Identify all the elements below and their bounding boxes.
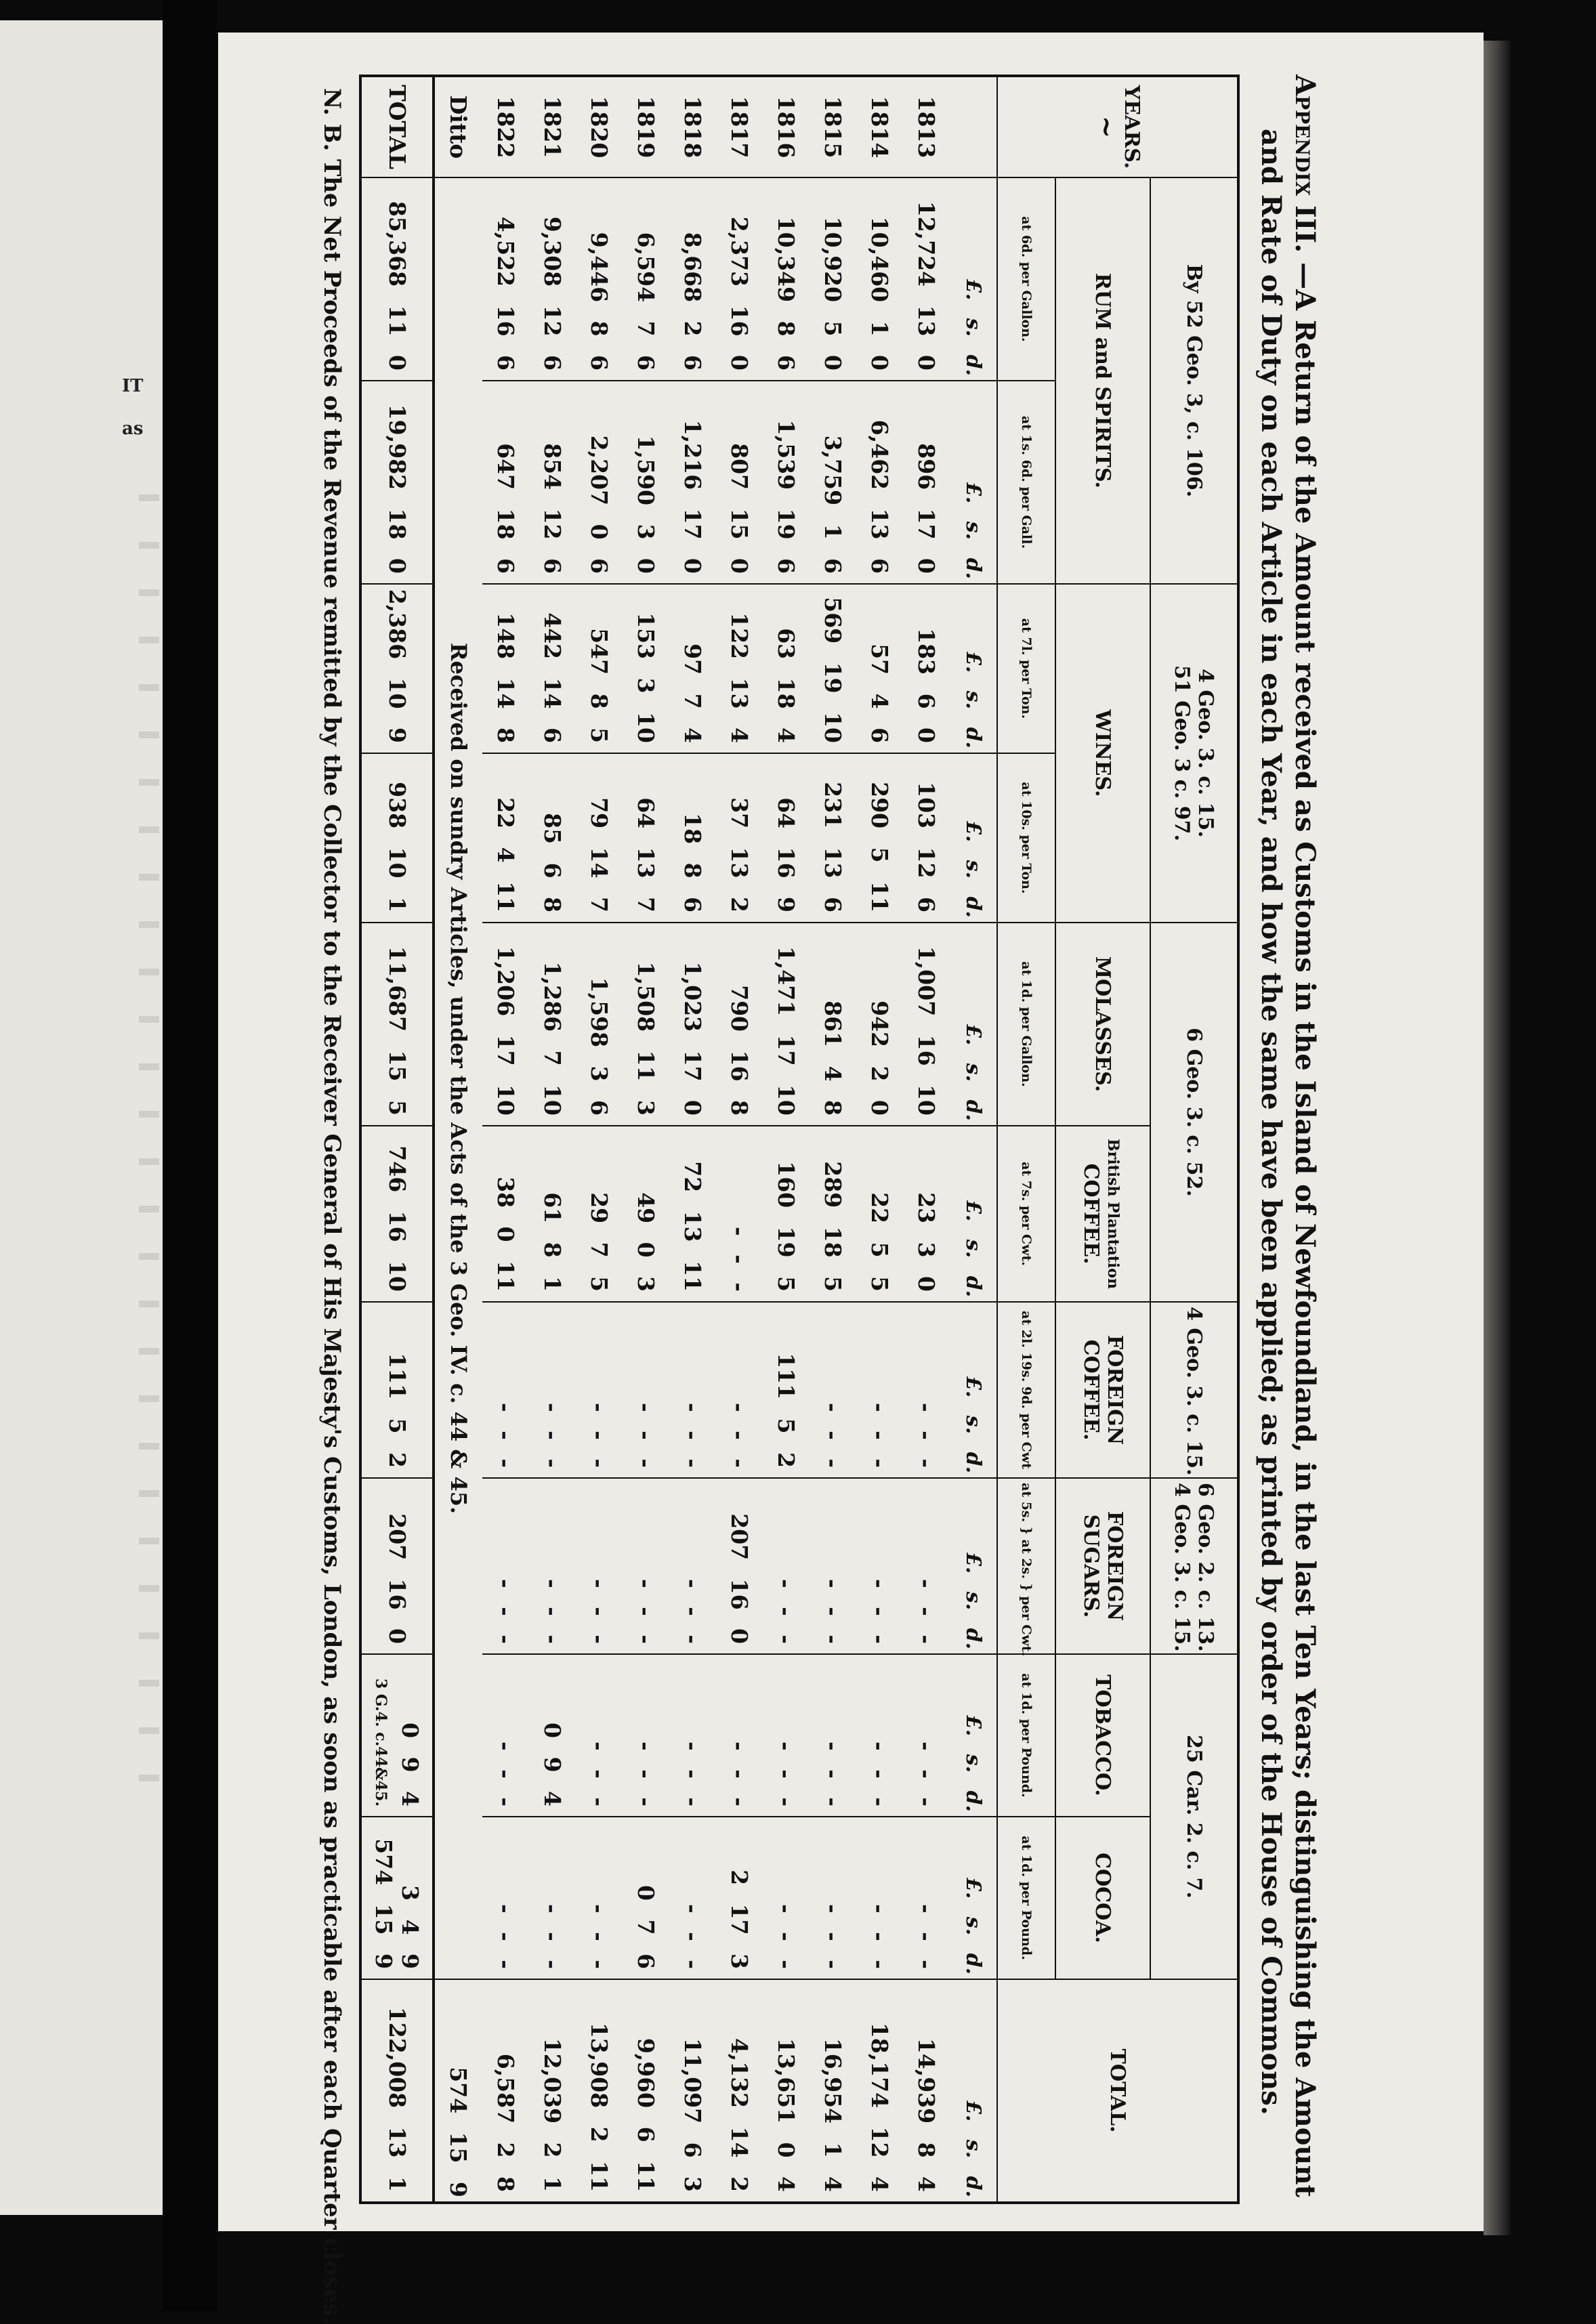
table-row [716, 76, 763, 2203]
rate-cell: at 1d. per Pound. [997, 1817, 1055, 1979]
amount-cell: 9,960 6 11 [623, 1979, 669, 2203]
total-cell: 19,982 18 0 [360, 381, 434, 584]
amount-cell: - - - [903, 1302, 950, 1478]
lsd-spacer [950, 76, 997, 177]
amount-cell: 18,174 12 4 [856, 1979, 903, 2203]
article-cocoa: COCOA. [1055, 1817, 1150, 1979]
total-label: TOTAL [360, 76, 434, 177]
amount-cell: 160 19 5 [763, 1126, 810, 1302]
rates-header-row [997, 76, 1055, 2203]
rate-cell: at 10s. per Ton. [997, 753, 1055, 923]
rate-cell: at 2l. 19s. 9d. per Cwt [997, 1302, 1055, 1478]
amount-cell: 64 13 7 [623, 753, 669, 923]
amount-cell: - - - [482, 1302, 529, 1478]
rate-cell: at 5s. } at 2s. } per Cwt. [997, 1478, 1055, 1654]
year-cell: 1813 [903, 76, 950, 177]
amount-cell: 10,460 1 0 [856, 177, 903, 381]
year-cell: 1822 [482, 76, 529, 177]
ditto-total: 574 15 9 [434, 1979, 482, 2203]
amount-cell: 61 8 1 [529, 1126, 576, 1302]
rate-cell: at 1d. per Pound. [997, 1654, 1055, 1817]
amount-cell: 1,471 17 10 [763, 923, 810, 1126]
rate-cell: at 6d. per Gallon. [997, 177, 1055, 381]
total-cell: 85,368 11 0 [360, 177, 434, 381]
amount-cell: - - - [763, 1654, 810, 1817]
ditto-row [434, 76, 482, 2203]
amount-cell: 6,587 2 8 [482, 1979, 529, 2203]
amount-cell: - - - [482, 1654, 529, 1817]
amount-cell: 153 3 10 [623, 584, 669, 753]
sundry-articles-text: Received on sundry Articles, under the Acts of the 3 Geo. IV. c. 44 & 45. [434, 177, 482, 1979]
appendix-heading-line1 [1289, 75, 1321, 2198]
total-cell: 11,687 15 5 [360, 923, 434, 1126]
amount-cell: - - - [529, 1478, 576, 1654]
amount-cell: 13,908 2 11 [576, 1979, 623, 2203]
amount-cell: 290 5 11 [856, 753, 903, 923]
amount-cell: - - - [482, 1478, 529, 1654]
total-header: TOTAL. [997, 1979, 1238, 2203]
lsd-units-row [950, 76, 997, 2203]
amount-cell: - - - [856, 1478, 903, 1654]
table-row [482, 76, 529, 2203]
amount-cell: - - - [763, 1817, 810, 1979]
amount-cell: - - - [529, 1302, 576, 1478]
amount-cell: 231 13 6 [810, 753, 856, 923]
amount-cell: 13,651 0 4 [763, 1979, 810, 2203]
article-wines: WINES. [1055, 584, 1150, 923]
amount-cell: - - - [669, 1654, 716, 1817]
table-row [856, 76, 903, 2203]
appendix-heading-text: —A Return of the Amount received as Customs in the Island of Newfoundland, in the last Ten Years; distinguishing the Amount [1289, 262, 1321, 2198]
amount-cell: 1,598 3 6 [576, 923, 623, 1126]
act-rum: By 52 Geo. 3, c. 106. [1150, 177, 1238, 584]
total-cell: 746 16 10 [360, 1126, 434, 1302]
amount-cell: 111 5 2 [763, 1302, 810, 1478]
amount-cell: 49 0 3 [623, 1126, 669, 1302]
act-sugars: 6 Geo. 2. c. 13. 4 Geo. 3. c. 15. [1150, 1478, 1238, 1654]
year-cell: 1818 [669, 76, 716, 177]
article-tobacco: TOBACCO. [1055, 1654, 1150, 1817]
act-molasses-coffee: 6 Geo. 3. c. 52. [1150, 923, 1238, 1302]
amount-cell: - - - [856, 1302, 903, 1478]
lsd-label: £. s. d. [950, 1478, 997, 1654]
faded-text-lines [139, 494, 159, 1781]
amount-cell: - - - [623, 1654, 669, 1817]
amount-cell: 57 4 6 [856, 584, 903, 753]
amount-cell: 8,668 2 6 [669, 177, 716, 381]
amount-cell: 790 16 8 [716, 923, 763, 1126]
page-edge [1484, 41, 1511, 2235]
lsd-label: £. s. d. [950, 923, 997, 1126]
amount-cell: - - - [669, 1817, 716, 1979]
amount-cell: - - - [623, 1478, 669, 1654]
amount-cell: 1,007 16 10 [903, 923, 950, 1126]
amount-cell: 569 19 10 [810, 584, 856, 753]
table-row [529, 76, 576, 2203]
table-row [669, 76, 716, 2203]
ditto-year: Ditto [434, 76, 482, 177]
amount-cell: 12,724 13 0 [903, 177, 950, 381]
amount-cell: - - - [856, 1654, 903, 1817]
article-molasses: MOLASSES. [1055, 923, 1150, 1126]
amount-cell: 2,373 16 0 [716, 177, 763, 381]
year-cell: 1819 [623, 76, 669, 177]
left-page [0, 20, 163, 2215]
amount-cell: 37 13 2 [716, 753, 763, 923]
lsd-label: £. s. d. [950, 381, 997, 584]
book-gutter [163, 0, 217, 2311]
amount-cell: - - - [716, 1302, 763, 1478]
amount-cell: 4,522 16 6 [482, 177, 529, 381]
total-row [360, 76, 434, 2203]
lsd-label: £. s. d. [950, 753, 997, 923]
total-cell: 3 4 9 574 15 9 [360, 1817, 434, 1979]
lsd-label: £. s. d. [950, 1654, 997, 1817]
table-row [623, 76, 669, 2203]
amount-cell: 6,462 13 6 [856, 381, 903, 584]
amount-cell: 22 4 11 [482, 753, 529, 923]
amount-cell: - - - [576, 1817, 623, 1979]
year-cell: 1820 [576, 76, 623, 177]
amount-cell: 2 17 3 [716, 1817, 763, 1979]
amount-cell: - - - [669, 1302, 716, 1478]
table-row [903, 76, 950, 2203]
amount-cell: 9,446 8 6 [576, 177, 623, 381]
amount-cell: - - - [576, 1302, 623, 1478]
amount-cell: 14,939 8 4 [903, 1979, 950, 2203]
amount-cell: 122 13 4 [716, 584, 763, 753]
amount-cell: 29 7 5 [576, 1126, 623, 1302]
year-rows [482, 76, 950, 2203]
amount-cell: 23 3 0 [903, 1126, 950, 1302]
total-cell: 2,386 10 9 [360, 584, 434, 753]
lsd-label: £. s. d. [950, 1126, 997, 1302]
amount-cell: 6,594 7 6 [623, 177, 669, 381]
grand-total: 122,008 13 1 [360, 1979, 434, 2203]
amount-cell: - - - [903, 1478, 950, 1654]
amount-cell: - - - [716, 1126, 763, 1302]
amount-cell: 1,216 17 0 [669, 381, 716, 584]
amount-cell: 2,207 0 6 [576, 381, 623, 584]
article-foreign-sugars: FOREIGN SUGARS. [1055, 1478, 1150, 1654]
rate-cell: at 1d. per Gallon. [997, 923, 1055, 1126]
amount-cell: - - - [810, 1478, 856, 1654]
amount-cell: 38 0 11 [482, 1126, 529, 1302]
amount-cell: 896 17 0 [903, 381, 950, 584]
amount-cell: 1,539 19 6 [763, 381, 810, 584]
amount-cell: - - - [576, 1654, 623, 1817]
amount-cell: 79 14 7 [576, 753, 623, 923]
act-foreign-coffee: 4 Geo. 3. c. 15. [1150, 1302, 1238, 1478]
table-row [763, 76, 810, 2203]
amount-cell: - - - [810, 1817, 856, 1979]
lsd-label: £. s. d. [950, 584, 997, 753]
amount-cell: 1,023 17 0 [669, 923, 716, 1126]
amount-cell: - - - [810, 1302, 856, 1478]
appendix-heading-line2: and Rate of Duty on each Article in each Year, and how the same have been applied; as printed by order of the House of Commons. [1255, 129, 1287, 2115]
article-rum: RUM and SPIRITS. [1055, 177, 1150, 584]
year-cell: 1815 [810, 76, 856, 177]
amount-cell: 10,920 5 0 [810, 177, 856, 381]
amount-cell: 861 4 8 [810, 923, 856, 1126]
amount-cell: - - - [716, 1654, 763, 1817]
amount-cell: - - - [669, 1478, 716, 1654]
amount-cell: 0 9 4 [529, 1654, 576, 1817]
years-header: YEARS. ~ [997, 76, 1238, 177]
amount-cell: 85 6 8 [529, 753, 576, 923]
rate-cell: at 7s. per Cwt. [997, 1126, 1055, 1302]
amount-cell: 289 18 5 [810, 1126, 856, 1302]
amount-cell: - - - [903, 1654, 950, 1817]
acts-header-row [1150, 76, 1238, 2203]
amount-cell: 183 6 0 [903, 584, 950, 753]
amount-cell: 854 12 6 [529, 381, 576, 584]
year-cell: 1814 [856, 76, 903, 177]
amount-cell: 1,286 7 10 [529, 923, 576, 1126]
amount-cell: - - - [482, 1817, 529, 1979]
amount-cell: 807 15 0 [716, 381, 763, 584]
amount-cell: 647 18 6 [482, 381, 529, 584]
left-page-fragment: IT [122, 376, 144, 396]
amount-cell: 11,097 6 3 [669, 1979, 716, 2203]
act-tobacco-cocoa: 25 Car. 2. c. 7. [1150, 1654, 1238, 1979]
amount-cell: 12,039 2 1 [529, 1979, 576, 2203]
total-cell: 938 10 1 [360, 753, 434, 923]
total-cell: 111 5 2 [360, 1302, 434, 1478]
amount-cell: 1,590 3 0 [623, 381, 669, 584]
table-row [810, 76, 856, 2203]
amount-cell: 97 7 4 [669, 584, 716, 753]
amount-cell: 16,954 1 4 [810, 1979, 856, 2203]
amount-cell: 22 5 5 [856, 1126, 903, 1302]
rate-cell: at 7l. per Ton. [997, 584, 1055, 753]
amount-cell: 0 7 6 [623, 1817, 669, 1979]
left-page-fragment: as [122, 419, 144, 439]
amount-cell: - - - [576, 1478, 623, 1654]
act-wines: 4 Geo. 3. c. 15. 51 Geo. 3 c. 97. [1150, 584, 1238, 923]
lsd-label: £. s. d. [950, 1979, 997, 2203]
amount-cell: 72 13 11 [669, 1126, 716, 1302]
amount-cell: 9,308 12 6 [529, 177, 576, 381]
lsd-label: £. s. d. [950, 177, 997, 381]
amount-cell: 103 12 6 [903, 753, 950, 923]
rate-cell: at 1s. 6d. per Gall. [997, 381, 1055, 584]
amount-cell: 1,508 11 3 [623, 923, 669, 1126]
appendix-label: Appendix III. [1289, 75, 1321, 253]
amount-cell: - - - [903, 1817, 950, 1979]
amount-cell: - - - [856, 1817, 903, 1979]
amount-cell: 442 14 6 [529, 584, 576, 753]
amount-cell: 547 8 5 [576, 584, 623, 753]
amount-cell: 207 16 0 [716, 1478, 763, 1654]
year-cell: 1817 [716, 76, 763, 177]
amount-cell: 18 8 6 [669, 753, 716, 923]
article-coffee: British Plantation COFFEE. [1055, 1126, 1150, 1302]
footnote: N. B. The Net Proceeds of the Revenue remitted by the Collector to the Receiver General of His Majesty's Customs, London, as soon as practicable after each Quarter closes. [318, 88, 345, 2324]
lsd-label: £. s. d. [950, 1817, 997, 1979]
lsd-label: £. s. d. [950, 1302, 997, 1478]
amount-cell: 64 16 9 [763, 753, 810, 923]
amount-cell: 10,349 8 6 [763, 177, 810, 381]
table-row [576, 76, 623, 2203]
year-cell: 1816 [763, 76, 810, 177]
amount-cell: 148 14 8 [482, 584, 529, 753]
amount-cell: 63 18 4 [763, 584, 810, 753]
articles-header-row [1055, 76, 1150, 2203]
amount-cell: - - - [529, 1817, 576, 1979]
amount-cell: - - - [810, 1654, 856, 1817]
amount-cell: 4,132 14 2 [716, 1979, 763, 2203]
year-cell: 1821 [529, 76, 576, 177]
total-cell: 207 16 0 [360, 1478, 434, 1654]
amount-cell: 1,206 17 10 [482, 923, 529, 1126]
total-cell: 0 9 4 3 G.4. c.44&45. [360, 1654, 434, 1817]
amount-cell: 942 2 0 [856, 923, 903, 1126]
amount-cell: - - - [763, 1478, 810, 1654]
article-foreign-coffee: FOREIGN COFFEE. [1055, 1302, 1150, 1478]
amount-cell: 3,759 1 6 [810, 381, 856, 584]
appendix-sheet [285, 47, 1321, 2324]
customs-table [359, 75, 1240, 2204]
amount-cell: - - - [623, 1302, 669, 1478]
